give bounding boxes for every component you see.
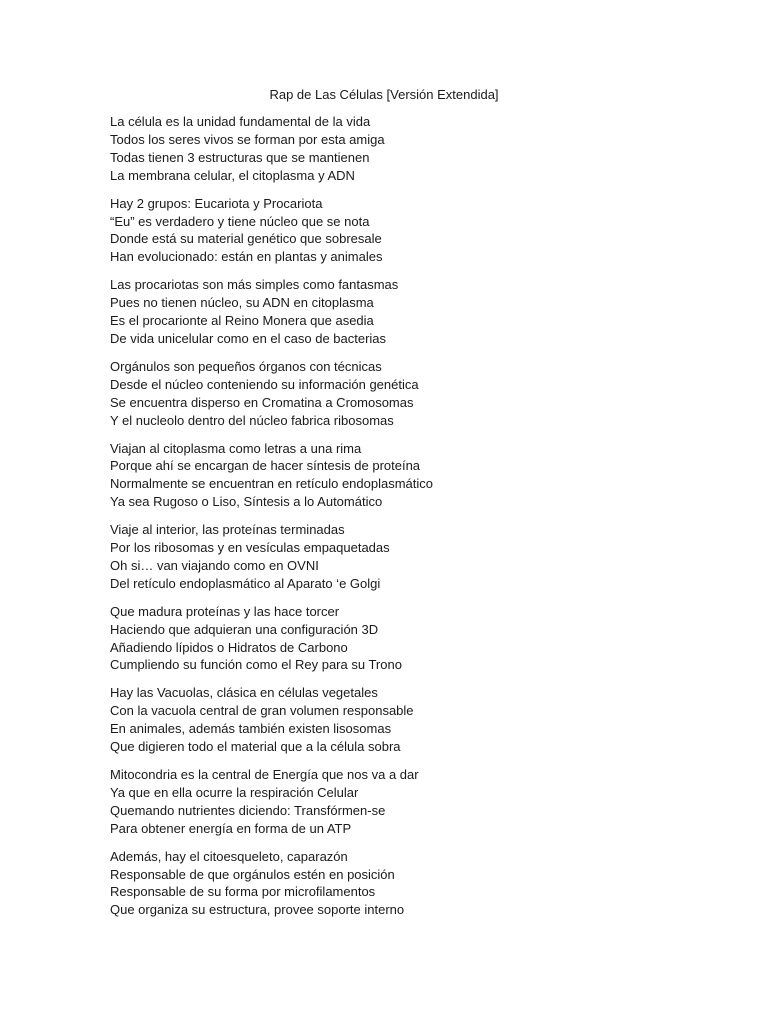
stanza [110,195,730,267]
lyric-line: Viaje al interior, las proteínas terminadas [110,522,345,538]
stanza [110,440,730,512]
lyric-line: “Eu” es verdadero y tiene núcleo que se nota [110,213,370,229]
lyric-line: Quemando nutrientes diciendo: Transfórmen-se [110,802,386,818]
lyric-line: Responsable de que orgánulos estén en posición [110,866,395,882]
lyric-line: Las procariotas son más simples como fantasmas [110,277,399,293]
lyric-line: Con la vacuola central de gran volumen responsable [110,703,414,719]
lyric-line: Porque ahí se encargan de hacer síntesis de proteína [110,458,421,474]
lyric-line: Han evolucionado: están en plantas y animales [110,249,383,265]
lyric-line: Oh si… van viajando como en OVNI [110,557,319,573]
lyric-line: Añadiendo lípidos o Hidratos de Carbono [110,639,348,655]
lyric-line: Que organiza su estructura, provee soporte interno [110,902,405,918]
lyric-line: Donde está su material genético que sobresale [110,231,382,247]
lyric-line: Normalmente se encuentran en retículo endoplasmático [110,476,434,492]
lyric-line: Es el procarionte al Reino Monera que asedia [110,313,374,329]
lyric-line: Hay 2 grupos: Eucariota y Procariota [110,195,323,211]
stanza [110,276,730,348]
lyric-line: Ya sea Rugoso o Liso, Síntesis a lo Automático [110,494,383,510]
lyric-line: Cumpliendo su función como el Rey para su Trono [110,657,402,673]
stanza [110,521,730,593]
lyric-line: Y el nucleolo dentro del núcleo fabrica ribosomas [110,412,394,428]
lyric-line: Responsable de su forma por microfilamentos [110,884,376,900]
lyric-line: En animales, además también existen lisosomas [110,721,392,737]
stanza [110,113,730,185]
lyric-line: Se encuentra disperso en Cromatina a Cromosomas [110,394,414,410]
lyric-line: Ya que en ella ocurre la respiración Celular [110,784,359,800]
lyric-line: Pues no tienen núcleo, su ADN en citoplasma [110,295,374,311]
lyric-line: Además, hay el citoesqueleto, caparazón [110,848,348,864]
lyric-line: Del retículo endoplasmático al Aparato ‘e Golgi [110,575,381,591]
lyric-line: Orgánulos son pequeños órganos con técnicas [110,358,382,374]
lyrics-body [110,113,730,929]
lyric-line: La célula es la unidad fundamental de la vida [110,114,371,129]
stanza [110,766,730,838]
lyric-line: Por los ribosomas y en vesículas empaquetadas [110,540,390,556]
lyric-line: Todas tienen 3 estructuras que se mantienen [110,149,370,165]
lyric-line: Que digieren todo el material que a la célula sobra [110,739,401,755]
lyric-line: Para obtener energía en forma de un ATP [110,820,352,836]
lyric-line: Mitocondria es la central de Energía que nos va a dar [110,767,419,782]
stanza [110,358,730,430]
lyric-line: Todos los seres vivos se forman por esta amiga [110,131,385,147]
stanza [110,848,730,920]
lyric-line: Viajan al citoplasma como letras a una rima [110,440,362,456]
document-title: Rap de Las Células [Versión Extendida] [269,87,499,102]
lyric-line: Que madura proteínas y las hace torcer [110,603,340,619]
lyric-line: De vida unicelular como en el caso de bacterias [110,330,387,346]
stanza [110,603,730,675]
lyric-line: Hay las Vacuolas, clásica en células vegetales [110,685,378,701]
lyric-line: La membrana celular, el citoplasma y ADN [110,167,355,183]
lyric-line: Haciendo que adquieran una configuración 3D [110,621,379,637]
stanza [110,684,730,756]
lyric-line: Desde el núcleo conteniendo su información genética [110,376,419,392]
